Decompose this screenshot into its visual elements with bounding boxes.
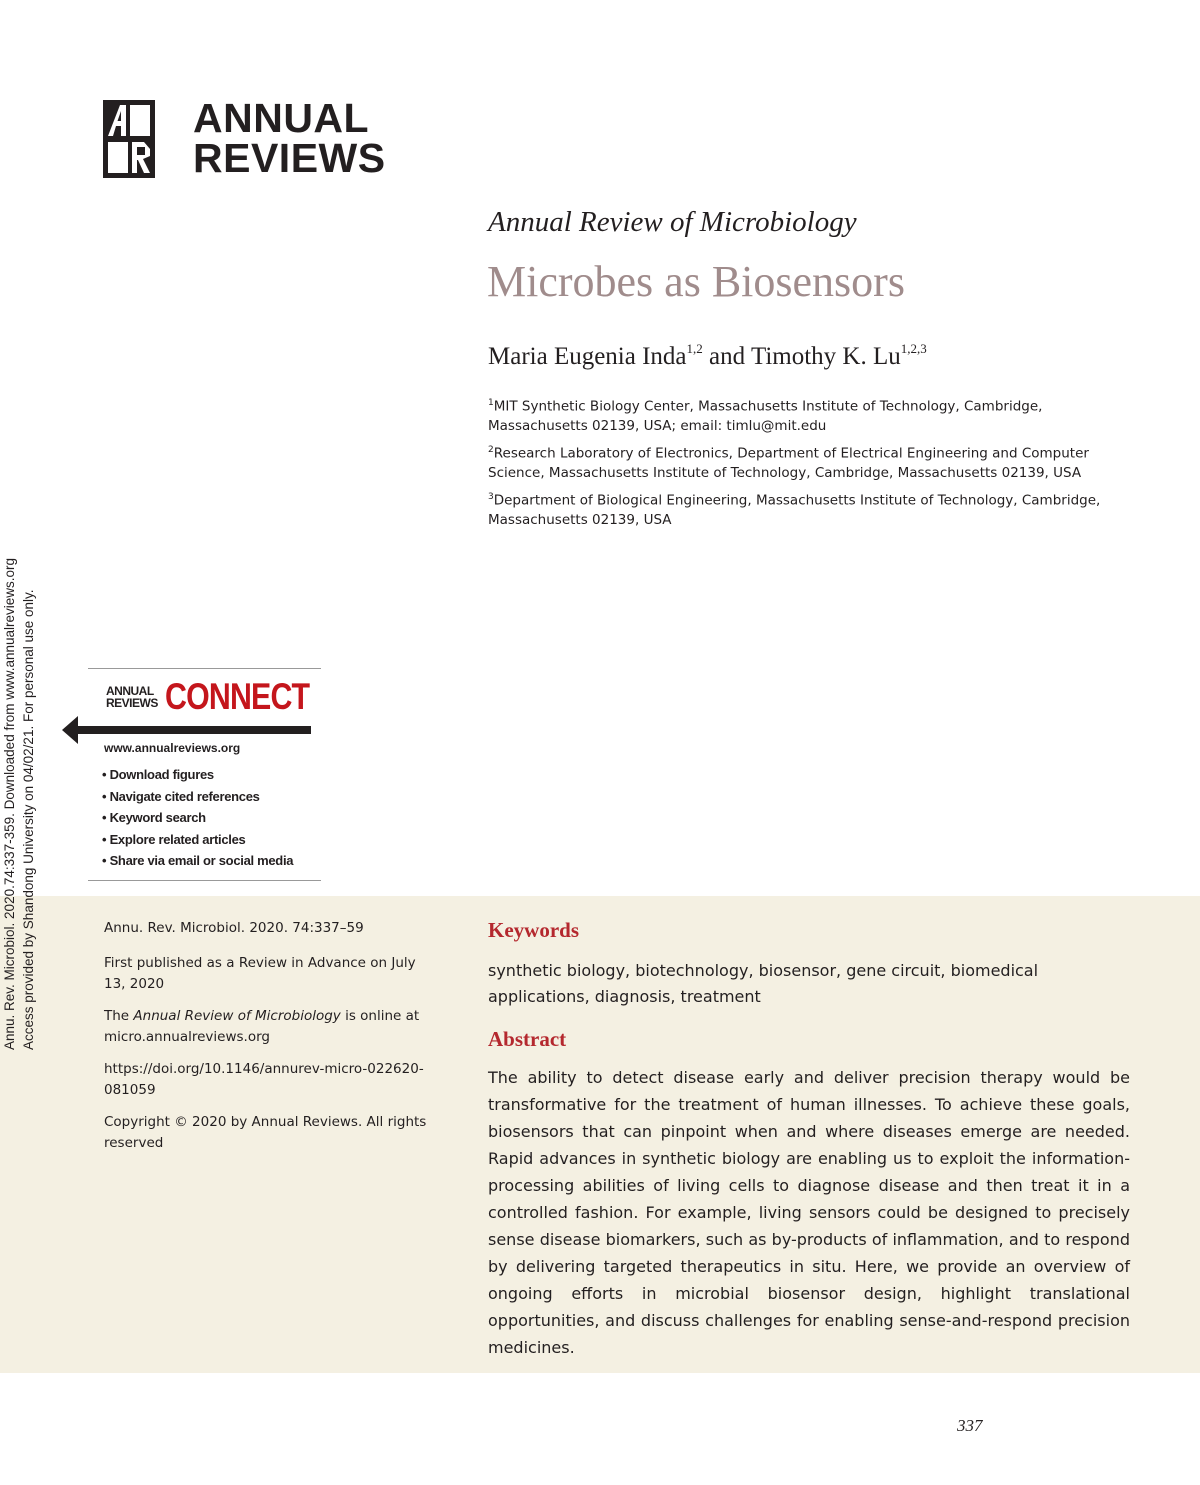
logo-line2: REVIEWS <box>193 135 386 181</box>
abstract-heading: Abstract <box>488 1027 567 1051</box>
affiliation-2 <box>488 441 1108 483</box>
author-2: Timothy K. Lu <box>750 343 901 370</box>
connect-url-link[interactable]: www.annualreviews.org <box>104 741 241 755</box>
affiliation-mark: 2 <box>488 445 494 455</box>
connect-brand <box>106 685 158 709</box>
doi-link[interactable]: https://doi.org/10.1146/annurev-micro-022620-081059 <box>104 1061 424 1098</box>
page-number: 337 <box>957 1416 983 1435</box>
affiliation-3 <box>488 488 1108 530</box>
annual-reviews-connect-box[interactable] <box>88 668 321 881</box>
keywords-text: synthetic biology, biotechnology, biosensor, gene circuit, biomedical applications, diagnosis, treatment <box>488 961 1039 1006</box>
connect-feature-list <box>102 764 293 872</box>
affiliation-text: Department of Biological Engineering, Massachusetts Institute of Technology, Cambridge, Massachusetts 02139, USA <box>488 492 1101 528</box>
author-conjunction: and <box>702 343 751 370</box>
side-note-line-1: Annu. Rev. Microbiol. 2020.74:337-359. Downloaded from www.annualreviews.org <box>2 557 17 1050</box>
connect-feature-item: • Keyword search <box>102 810 206 825</box>
connect-feature-item: • Download figures <box>102 767 214 782</box>
citation: Annu. Rev. Microbiol. 2020. 74:337–59 <box>104 920 364 936</box>
affiliation-1 <box>488 394 1108 436</box>
author-1-affiliation-marks: 1,2 <box>686 341 703 356</box>
online-journal-name: Annual Review of Microbiology <box>133 1008 341 1024</box>
online-availability-note <box>104 1006 434 1048</box>
online-post: is online at micro.annualreviews.org <box>104 1008 420 1045</box>
ar-logo-mark-icon <box>103 100 155 178</box>
connect-title: CONNECT <box>165 676 310 717</box>
connect-feature-item: • Navigate cited references <box>102 788 260 804</box>
affiliation-mark: 1 <box>488 398 494 408</box>
keywords-heading: Keywords <box>488 918 579 942</box>
affiliation-text: MIT Synthetic Biology Center, Massachusetts Institute of Technology, Cambridge, Massachusetts 02139, USA; email: timlu@mit.edu <box>488 398 1043 434</box>
connect-feature-item: • Explore related articles <box>102 831 246 847</box>
author-1: Maria Eugenia Inda <box>488 343 687 370</box>
copyright-note: Copyright © 2020 by Annual Reviews. All rights reserved <box>104 1114 427 1151</box>
affiliation-mark: 3 <box>488 492 494 502</box>
online-pre: The <box>104 1008 134 1024</box>
side-note-line-2: Access provided by Shandong University on 04/02/21. For personal use only. <box>21 589 36 1050</box>
journal-name: Annual Review of Microbiology <box>488 206 857 238</box>
abstract-text: The ability to detect disease early and deliver precision therapy would be transformative for the treatment of human illnesses. To achieve these goals, biosensors that can pinpoint when and where diseases emerge are needed. Rapid advances in synthetic biology are enabling us to exploit the information-processing abilities of living cells to diagnose disease and then treat it in a controlled fashion. For example, living sensors could be designed to precisely sense disease biomarkers, such as by-products of inflammation, and to respond by delivering targeted therapeutics in situ. Here, we provide an overview of ongoing efforts in microbial biosensor design, highlight translational opportunities, and discuss challenges for enabling sense-and-respond precision medicines. <box>488 1068 1130 1357</box>
connect-brand-bottom: REVIEWS <box>106 696 158 710</box>
author-list <box>488 343 927 371</box>
first-published-note: First published as a Review in Advance on July 13, 2020 <box>104 955 416 992</box>
logo-wordmark <box>193 95 386 181</box>
annual-reviews-logo <box>103 95 403 181</box>
article-title: Microbes as Biosensors <box>487 257 905 306</box>
download-side-note <box>0 558 38 1050</box>
logo-line1: ANNUAL <box>193 95 370 141</box>
connect-brand-top: ANNUAL <box>106 684 154 698</box>
author-2-affiliation-marks: 1,2,3 <box>900 341 927 356</box>
connect-feature-item: • Share via email or social media <box>102 853 294 868</box>
affiliation-text: Research Laboratory of Electronics, Department of Electrical Engineering and Computer Science, Massachusetts Institute of Technology, Cambridge, Massachusetts 02139, USA <box>488 445 1089 481</box>
